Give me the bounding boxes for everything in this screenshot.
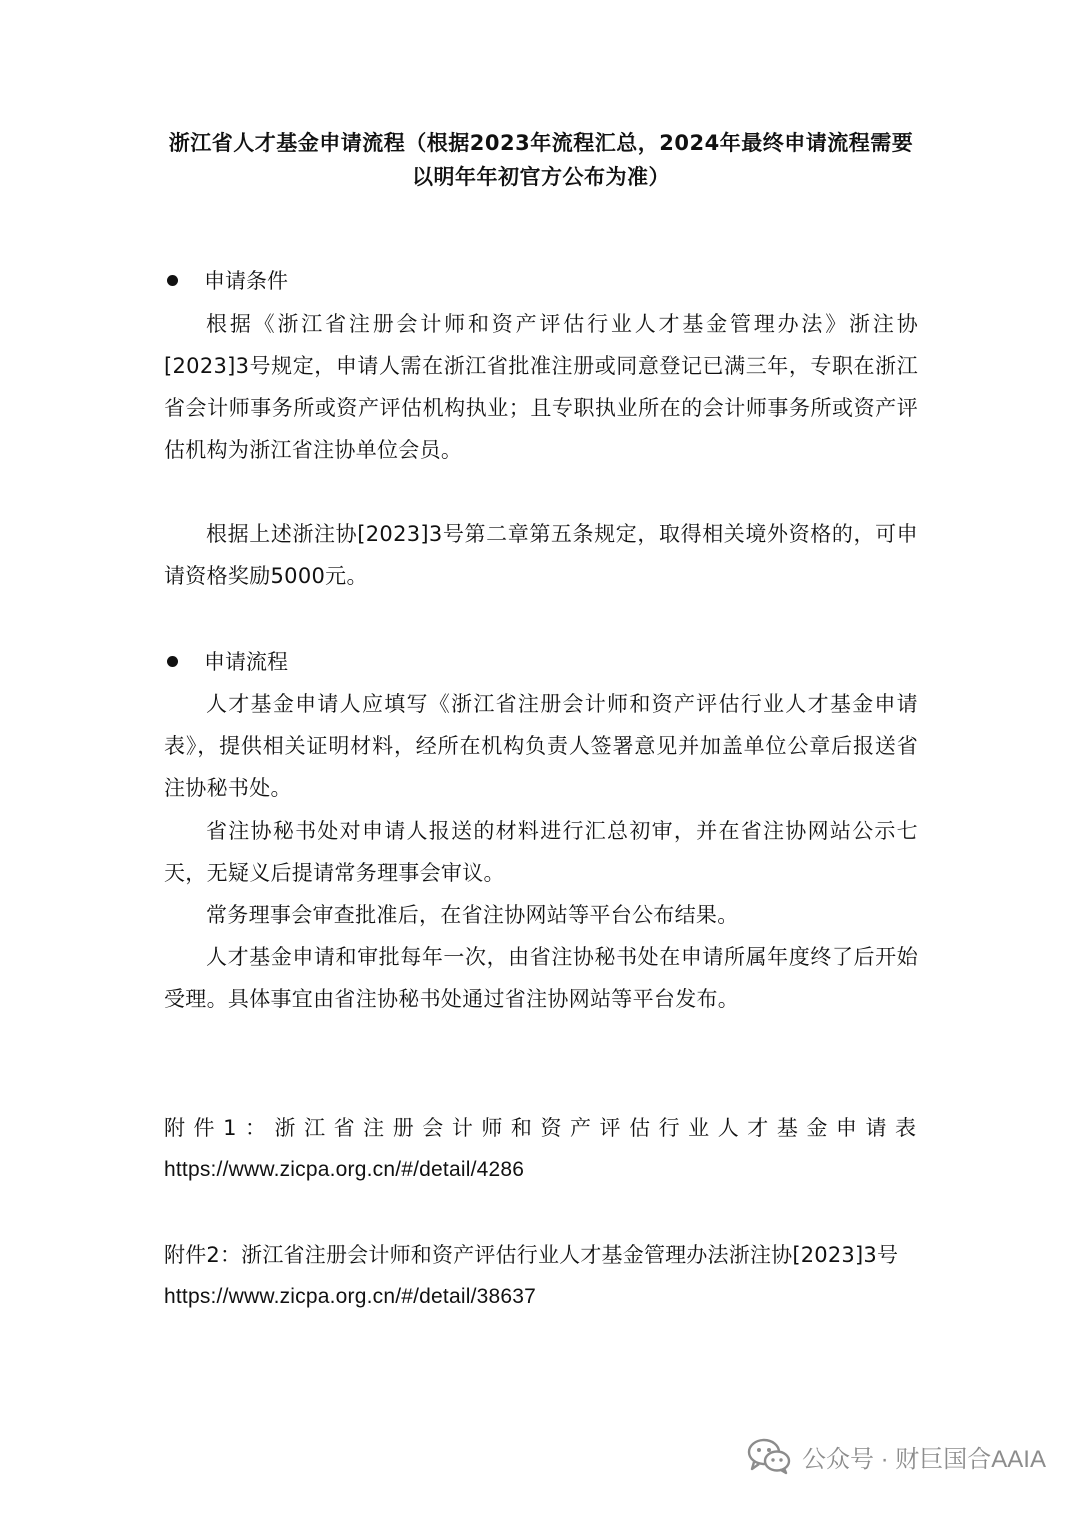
paragraph-process-3: 常务理事会审查批准后，在省注协网站等平台公布结果。 xyxy=(206,903,739,927)
section-heading-conditions xyxy=(164,262,288,298)
watermark-text: 公众号 · 财巨国合AAIA xyxy=(801,1445,1046,1473)
attachment-2-link[interactable]: https://www.zicpa.org.cn/#/detail/38637 xyxy=(164,1285,537,1308)
section-heading-label: 申请流程 xyxy=(204,650,288,674)
watermark xyxy=(746,1434,1046,1478)
attachment-2-label: 附件2：浙江省注册会计师和资产评估行业人才基金管理办法浙注协[2023]3号 xyxy=(164,1243,899,1267)
paragraph-conditions-1: 根据《浙江省注册会计师和资产评估行业人才基金管理办法》浙注协[2023]3号规定，申请人需在浙江省批准注册或同意登记已满三年，专职在浙江省会计师事务所或资产评估机构执业；且专职执业所在的会计师事务所或资产评估机构为浙江省注协单位会员。 xyxy=(164,312,918,462)
section-heading-label: 申请条件 xyxy=(204,269,288,293)
attachment-1-label: 附件1：浙江省注册会计师和资产评估行业人才基金申请表 xyxy=(164,1116,918,1140)
paragraph-process-1: 人才基金申请人应填写《浙江省注册会计师和资产评估行业人才基金申请表》，提供相关证明材料，经所在机构负责人签署意见并加盖单位公章后报送省注协秘书处。 xyxy=(164,692,918,800)
attachment-1-link[interactable]: https://www.zicpa.org.cn/#/detail/4286 xyxy=(164,1158,525,1181)
paragraph-conditions-2: 根据上述浙注协[2023]3号第二章第五条规定，取得相关境外资格的，可申请资格奖励5000元。 xyxy=(164,522,918,588)
bullet-icon xyxy=(167,275,178,286)
section-heading-process xyxy=(164,643,288,679)
wechat-icon xyxy=(746,1436,792,1476)
paragraph-process-4: 人才基金申请和审批每年一次，由省注协秘书处在申请所属年度终了后开始受理。具体事宜由省注协秘书处通过省注协网站等平台发布。 xyxy=(164,945,918,1011)
paragraph-process-2: 省注协秘书处对申请人报送的材料进行汇总初审，并在省注协网站公示七天，无疑义后提请常务理事会审议。 xyxy=(164,819,918,885)
document-title: 浙江省人才基金申请流程（根据2023年流程汇总，2024年最终申请流程需要以明年年初官方公布为准） xyxy=(168,131,914,189)
attachment-1 xyxy=(164,1107,918,1191)
attachment-2 xyxy=(164,1234,918,1318)
bullet-icon xyxy=(167,656,178,667)
